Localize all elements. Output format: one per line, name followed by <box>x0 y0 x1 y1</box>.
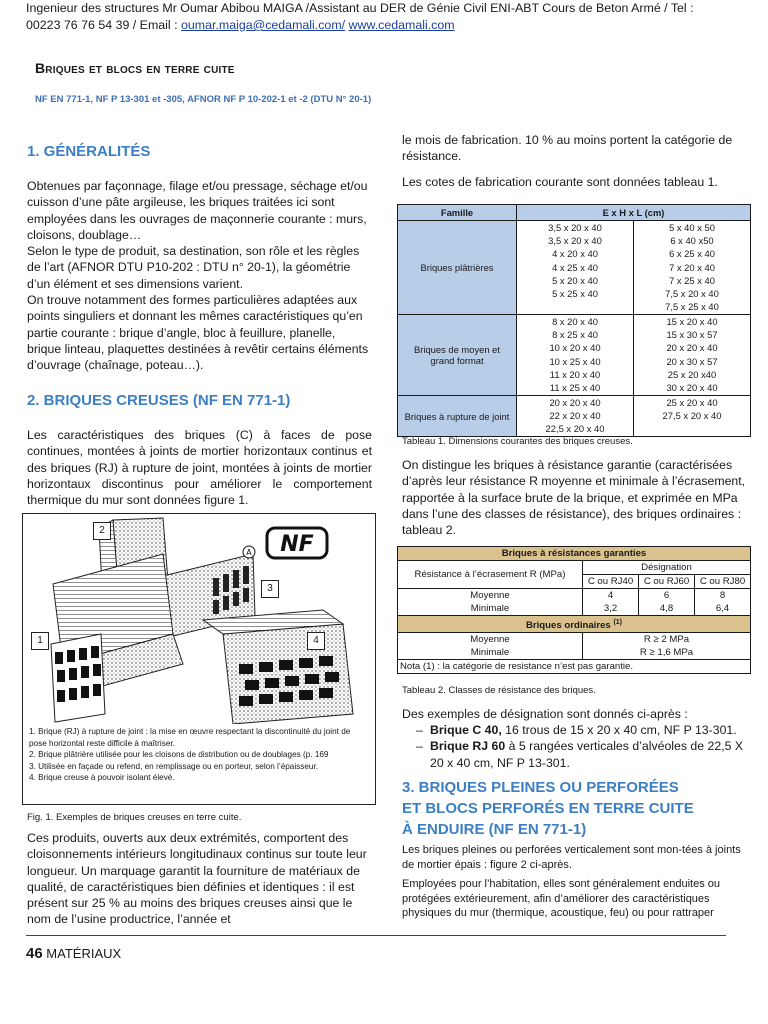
t2-ordinary-title: Briques ordinaires $^{(1)}$ <box>398 616 751 633</box>
t2-col: C ou RJ40 <box>583 575 639 589</box>
nf-logo-text: NF <box>280 532 314 557</box>
marker-a-text: A <box>246 548 252 557</box>
r-paragraph-2: Les cotes de fabrication courante sont données tableau 1. <box>402 175 718 189</box>
r-paragraph-3: On distingue les briques à résistance garantie (caractérisées d’après leur résistance R moyenne et minimale à l’écrasement, rapportée à la surface brute de la brique, et exprimée en MPa dans l’une des classes de résistance), des briques ordinaires : tableau 2. <box>402 458 746 538</box>
table-1 <box>397 204 751 437</box>
footer-rule <box>26 935 726 936</box>
bricks-illustration <box>23 514 375 724</box>
example-item: – Brique C 40, 16 trous de 15 x 20 x 40 cm, NF P 13-301. <box>416 722 747 738</box>
t2-cell: 4 3,2 <box>583 589 639 616</box>
header-phone: 00223 76 76 54 39 / Email : <box>26 18 181 32</box>
t2-resistance-label: Résistance à l’écrasement R (MPa) <box>398 561 583 589</box>
r-paragraph-1: le mois de fabrication. 10 % au moins portent la catégorie de résistance. <box>402 133 733 164</box>
footer-section: MATÉRIAUX <box>42 946 122 961</box>
t2-row-labels: Moyenne Minimale <box>398 589 583 616</box>
fig-label-2: 2 <box>93 522 111 540</box>
s1-paragraph-2: Selon le type de produit, sa destination, son rôle et les règles de l’art (AFNOR DTU P10-202 : DTU n° 20-1), la géométrie d’un élément et ses dimensions varient. <box>27 244 360 291</box>
t2-note: Nota (1) : la catégorie de resistance n’est pas garantie. <box>398 660 751 674</box>
figure-notes <box>29 726 369 784</box>
t1-family: Briques plâtrières <box>398 221 517 315</box>
s3-paragraph-2: Employées pour l’habitation, elles sont généralement enduites ou protégées extérieurement, afin d’améliorer des caractéristiques physiques du mur (thermique, acoustique, feu) ou pour rattraper <box>402 878 720 919</box>
website-link[interactable]: www.cedamali.com <box>348 18 455 32</box>
t2-col: C ou RJ80 <box>695 575 751 589</box>
table-2 <box>397 546 751 674</box>
nf-logo <box>267 528 327 558</box>
t1-col1: 8 x 20 x 40 8 x 25 x 40 10 x 20 x 40 10 x 25 x 40 11 x 20 x 40 11 x 25 x 40 <box>517 315 634 396</box>
table-1-caption: Tableau 1. Dimensions courantes des briques creuses. <box>402 436 633 447</box>
t1-family: Briques à rupture de joint <box>398 396 517 437</box>
page-number: 46 <box>26 945 43 962</box>
t1-col1: 20 x 20 x 40 22 x 20 x 40 22,5 x 20 x 40 <box>517 396 634 437</box>
section-3-title: 3. BRIQUES PLEINES OU PERFORÉES ET BLOCS PERFORÉS EN TERRE CUITE À ENDUIRE (NF EN 771-1) <box>402 779 694 838</box>
page-footer <box>26 945 121 962</box>
t1-col1: 3,5 x 20 x 40 3,5 x 20 x 40 4 x 20 x 40 4 x 25 x 40 5 x 20 x 40 5 x 25 x 40 <box>517 221 634 315</box>
fig-label-3: 3 <box>261 580 279 598</box>
fig-note-3: 3. Utilisée en façade ou refend, en remplissage ou en porteur, selon l’épaisseur. <box>29 761 319 771</box>
r-paragraph-4: Des exemples de désignation sont donnés ci-après : <box>402 707 688 721</box>
fig-note-2: 2. Brique plâtrière utilisée pour les cloisons de distribution ou de doublages (p. 169 <box>29 750 329 759</box>
section-1-title: 1. GÉNÉRALITÉS <box>27 143 151 160</box>
table-2-caption: Tableau 2. Classes de résistance des briques. <box>402 685 596 696</box>
t2-title: Briques à résistances garanties <box>398 547 751 561</box>
t1-family: Briques de moyen et grand format <box>398 315 517 396</box>
fig-note-1: 1. Brique (RJ) à rupture de joint : la mise en œuvre respectant la discontinuité du joint de pose horizontal reste difficile à maîtriser. <box>29 727 351 748</box>
s2-paragraph-2: Ces produits, ouverts aux deux extrémités, comportent des cloisonnements intérieurs longitudinaux continus sur toute leur longueur. Un marquage garantit la fourniture de matériaux de qualité, de caractéristiques bien définies et identiques : il est présent sur 25 % au moins des briques creuses ainsi que le nom de l’usine productrice, l’année et <box>27 831 367 927</box>
t2-cell: 6 4,8 <box>639 589 695 616</box>
fig-label-1: 1 <box>31 632 49 650</box>
t2-col: C ou RJ60 <box>639 575 695 589</box>
t2-designation: Désignation <box>583 561 751 575</box>
s1-paragraph-3: On trouve notamment des formes particulières adaptées aux points singuliers et donnant les mêmes caractéristiques qu’en partie courante : brique d’angle, bloc à feuillure, planelle, brique linteau, plaquettes destinées à revêtir certains éléments d’ouvrage (chaînage, poteau…). <box>27 293 369 373</box>
norms-line: NF EN 771-1, NF P 13-301 et -305, AFNOR NF P 10-202-1 et -2 (DTU N° 20-1) <box>35 94 372 105</box>
header-line2 <box>26 17 746 34</box>
t1-col2: 5 x 40 x 50 6 x 40 x50 6 x 25 x 40 7 x 20 x 40 7 x 25 x 40 7,5 x 20 x 40 7,5 x 25 x 40 <box>634 221 751 315</box>
email-link[interactable]: oumar.maiga@cedamali.com/ <box>181 18 346 32</box>
page-title: Briques et blocs en terre cuite <box>35 60 235 76</box>
header-line1: Ingenieur des structures Mr Oumar Abibou MAIGA /Assistant au DER de Génie Civil ENI-ABT Cours de Beton Armé / Tel : <box>26 1 694 15</box>
example-item: – Brique RJ 60 à 5 rangées verticales d’alvéoles de 22,5 X 20 x 40 cm, NF P 13-301. <box>416 738 747 771</box>
s1-paragraph-1: Obtenues par façonnage, filage et/ou pressage, séchage et/ou cuisson d’une pâte argileuse, les briques traitées ici sont employées dans les ouvrages de maçonnerie courante : murs, cloisons, doublage… <box>27 179 368 242</box>
t2-cell: 8 6,4 <box>695 589 751 616</box>
t1-col2: 25 x 20 x 40 27,5 x 20 x 40 <box>634 396 751 437</box>
examples-list <box>402 722 747 771</box>
t1-head-family: Famille <box>398 205 517 221</box>
section-1-body <box>27 178 372 374</box>
figure-1-caption: Fig. 1. Exemples de briques creuses en terre cuite. <box>27 812 242 823</box>
section-2-title: 2. BRIQUES CREUSES (NF EN 771-1) <box>27 392 291 409</box>
fig-label-4: 4 <box>307 632 325 650</box>
page-header <box>26 0 746 34</box>
t1-col2: 15 x 20 x 40 15 x 30 x 57 20 x 20 x 40 20 x 30 x 57 25 x 20 x40 30 x 20 x 40 <box>634 315 751 396</box>
t2-row-labels: Moyenne Minimale <box>398 633 583 660</box>
s3-paragraph-1: Les briques pleines ou perforées verticalement sont mon-tées à joints de mortier épais : figure 2 ci-après. <box>402 844 741 871</box>
t1-head-dims: E x H x L (cm) <box>517 205 751 221</box>
t2-ordinary-values: R ≥ 2 MPa R ≥ 1,6 MPa <box>583 633 751 660</box>
fig-note-4: 4. Brique creuse à pouvoir isolant élevé. <box>29 773 175 782</box>
s2-paragraph-1: Les caractéristiques des briques (C) à faces de pose continues, montées à joints de mortier horizontaux continus et des briques (RJ) à rupture de joint, montées à joints de mortier horizontaux discontinus pour améliorer le comportement thermique du mur sont données figure 1. <box>27 428 372 508</box>
figure-1 <box>22 513 376 805</box>
